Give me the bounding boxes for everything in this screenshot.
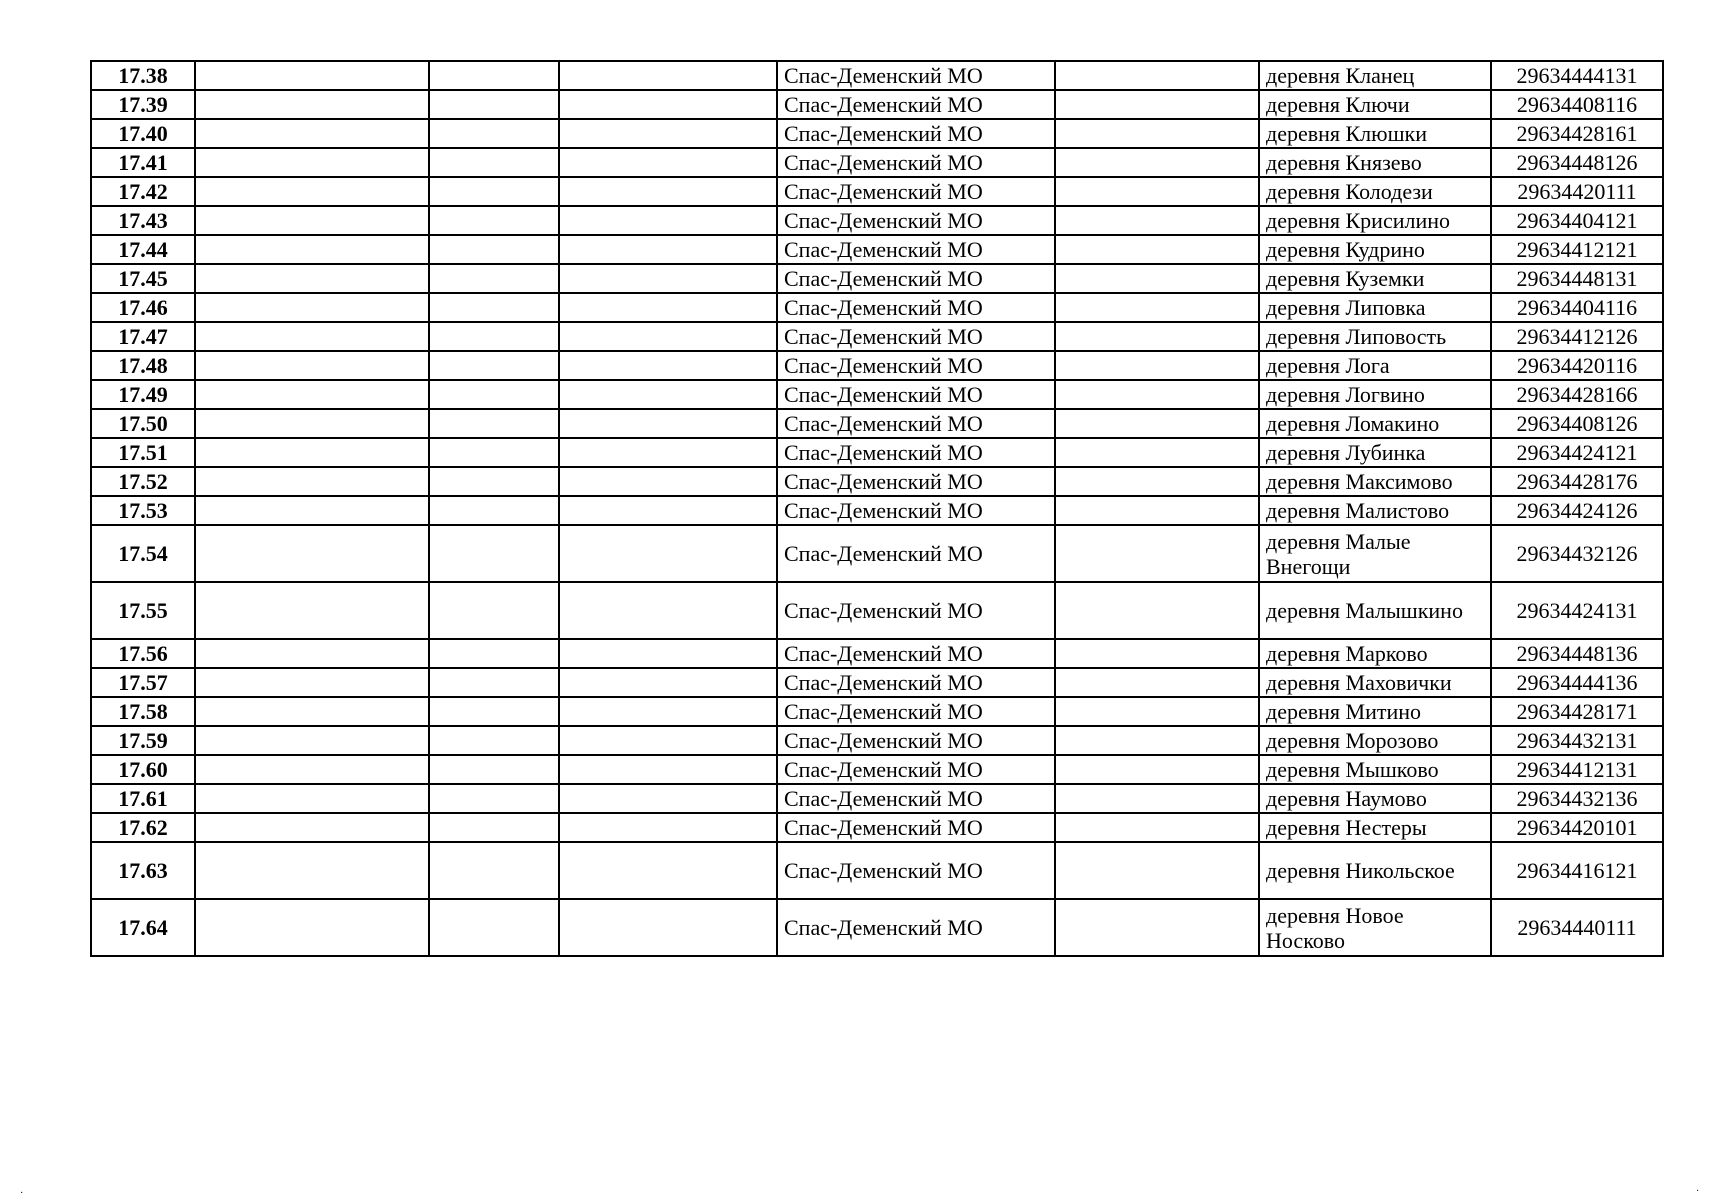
settlement-name-cell: деревня Морозово	[1259, 726, 1491, 755]
settlement-name-cell: деревня Малышкино	[1259, 582, 1491, 639]
settlement-name-cell: деревня Малые Внегощи	[1259, 525, 1491, 582]
oktmo-code-cell: 29634408126	[1491, 409, 1663, 438]
empty-cell	[559, 582, 777, 639]
empty-cell	[429, 293, 559, 322]
municipality-cell: Спас-Деменский МО	[777, 90, 1055, 119]
oktmo-code-cell: 29634432136	[1491, 784, 1663, 813]
settlement-name-cell: деревня Клюшки	[1259, 119, 1491, 148]
empty-cell	[1055, 784, 1259, 813]
municipality-cell: Спас-Деменский МО	[777, 899, 1055, 956]
municipality-cell: Спас-Деменский МО	[777, 467, 1055, 496]
settlement-name-cell: деревня Мышково	[1259, 755, 1491, 784]
empty-cell	[559, 380, 777, 409]
oktmo-code-cell: 29634412121	[1491, 235, 1663, 264]
empty-cell	[429, 525, 559, 582]
empty-cell	[429, 206, 559, 235]
empty-cell	[559, 784, 777, 813]
empty-cell	[429, 726, 559, 755]
empty-cell	[559, 755, 777, 784]
row-number-cell: 17.42	[91, 177, 195, 206]
empty-cell	[1055, 380, 1259, 409]
table-row	[91, 177, 1663, 206]
empty-cell	[1055, 842, 1259, 899]
empty-cell	[195, 148, 429, 177]
empty-cell	[559, 467, 777, 496]
settlement-name-cell: деревня Нестеры	[1259, 813, 1491, 842]
row-number-cell: 17.43	[91, 206, 195, 235]
empty-cell	[429, 148, 559, 177]
municipality-cell: Спас-Деменский МО	[777, 755, 1055, 784]
empty-cell	[195, 119, 429, 148]
empty-cell	[429, 322, 559, 351]
municipality-cell: Спас-Деменский МО	[777, 380, 1055, 409]
row-number-cell: 17.62	[91, 813, 195, 842]
empty-cell	[429, 351, 559, 380]
oktmo-code-cell: 29634404121	[1491, 206, 1663, 235]
empty-cell	[429, 813, 559, 842]
empty-cell	[559, 206, 777, 235]
empty-cell	[559, 322, 777, 351]
table-row	[91, 668, 1663, 697]
empty-cell	[559, 813, 777, 842]
empty-cell	[559, 496, 777, 525]
oktmo-code-cell: 29634412126	[1491, 322, 1663, 351]
empty-cell	[559, 639, 777, 668]
empty-cell	[559, 525, 777, 582]
table-row	[91, 264, 1663, 293]
row-number-cell: 17.63	[91, 842, 195, 899]
empty-cell	[195, 322, 429, 351]
municipality-cell: Спас-Деменский МО	[777, 206, 1055, 235]
municipality-cell: Спас-Деменский МО	[777, 235, 1055, 264]
oktmo-code-cell: 29634432126	[1491, 525, 1663, 582]
oktmo-code-cell: 29634428176	[1491, 467, 1663, 496]
municipality-cell: Спас-Деменский МО	[777, 438, 1055, 467]
empty-cell	[1055, 148, 1259, 177]
table-row	[91, 322, 1663, 351]
empty-cell	[1055, 582, 1259, 639]
oktmo-code-cell: 29634424121	[1491, 438, 1663, 467]
oktmo-code-cell: 29634444136	[1491, 668, 1663, 697]
table-row	[91, 697, 1663, 726]
empty-cell	[195, 206, 429, 235]
table-row	[91, 351, 1663, 380]
table-row	[91, 380, 1663, 409]
settlement-name-cell: деревня Кланец	[1259, 61, 1491, 90]
table-row	[91, 899, 1663, 956]
row-number-cell: 17.52	[91, 467, 195, 496]
empty-cell	[429, 784, 559, 813]
oktmo-code-cell: 29634404116	[1491, 293, 1663, 322]
table-row	[91, 813, 1663, 842]
table-row	[91, 755, 1663, 784]
empty-cell	[195, 467, 429, 496]
empty-cell	[429, 264, 559, 293]
empty-cell	[195, 582, 429, 639]
table-row	[91, 842, 1663, 899]
settlement-name-cell: деревня Марково	[1259, 639, 1491, 668]
empty-cell	[429, 496, 559, 525]
row-number-cell: 17.50	[91, 409, 195, 438]
scan-mark-left: ·	[20, 1188, 24, 1199]
oktmo-code-cell: 29634420101	[1491, 813, 1663, 842]
municipality-cell: Спас-Деменский МО	[777, 668, 1055, 697]
oktmo-code-cell: 29634448126	[1491, 148, 1663, 177]
municipality-cell: Спас-Деменский МО	[777, 61, 1055, 90]
table-row	[91, 61, 1663, 90]
row-number-cell: 17.58	[91, 697, 195, 726]
table-row	[91, 206, 1663, 235]
settlement-name-cell: деревня Ключи	[1259, 90, 1491, 119]
empty-cell	[559, 90, 777, 119]
settlement-name-cell: деревня Маховички	[1259, 668, 1491, 697]
empty-cell	[195, 525, 429, 582]
settlement-name-cell: деревня Наумово	[1259, 784, 1491, 813]
empty-cell	[195, 842, 429, 899]
empty-cell	[559, 177, 777, 206]
table-row	[91, 496, 1663, 525]
row-number-cell: 17.44	[91, 235, 195, 264]
empty-cell	[559, 899, 777, 956]
municipality-cell: Спас-Деменский МО	[777, 148, 1055, 177]
empty-cell	[195, 813, 429, 842]
oktmo-code-cell: 29634428171	[1491, 697, 1663, 726]
empty-cell	[1055, 496, 1259, 525]
table-row	[91, 90, 1663, 119]
row-number-cell: 17.56	[91, 639, 195, 668]
oktmo-code-cell: 29634424131	[1491, 582, 1663, 639]
empty-cell	[559, 697, 777, 726]
empty-cell	[559, 148, 777, 177]
settlement-name-cell: деревня Лубинка	[1259, 438, 1491, 467]
settlement-name-cell: деревня Кудрино	[1259, 235, 1491, 264]
empty-cell	[195, 380, 429, 409]
empty-cell	[195, 177, 429, 206]
row-number-cell: 17.47	[91, 322, 195, 351]
empty-cell	[195, 639, 429, 668]
settlement-name-cell: деревня Князево	[1259, 148, 1491, 177]
row-number-cell: 17.53	[91, 496, 195, 525]
empty-cell	[559, 293, 777, 322]
empty-cell	[195, 293, 429, 322]
settlement-name-cell: деревня Ломакино	[1259, 409, 1491, 438]
empty-cell	[1055, 726, 1259, 755]
oktmo-code-cell: 29634444131	[1491, 61, 1663, 90]
settlement-name-cell: деревня Логвино	[1259, 380, 1491, 409]
row-number-cell: 17.54	[91, 525, 195, 582]
municipality-cell: Спас-Деменский МО	[777, 726, 1055, 755]
municipality-cell: Спас-Деменский МО	[777, 496, 1055, 525]
settlement-name-cell: деревня Липовость	[1259, 322, 1491, 351]
settlement-name-cell: деревня Малистово	[1259, 496, 1491, 525]
empty-cell	[559, 235, 777, 264]
empty-cell	[1055, 639, 1259, 668]
empty-cell	[429, 697, 559, 726]
empty-cell	[1055, 813, 1259, 842]
municipality-cell: Спас-Деменский МО	[777, 264, 1055, 293]
row-number-cell: 17.49	[91, 380, 195, 409]
empty-cell	[195, 264, 429, 293]
empty-cell	[1055, 90, 1259, 119]
empty-cell	[429, 582, 559, 639]
empty-cell	[1055, 264, 1259, 293]
municipality-cell: Спас-Деменский МО	[777, 813, 1055, 842]
empty-cell	[195, 726, 429, 755]
empty-cell	[429, 668, 559, 697]
municipality-cell: Спас-Деменский МО	[777, 409, 1055, 438]
settlement-name-cell: деревня Никольское	[1259, 842, 1491, 899]
empty-cell	[1055, 899, 1259, 956]
table-row	[91, 293, 1663, 322]
municipality-cell: Спас-Деменский МО	[777, 582, 1055, 639]
empty-cell	[1055, 438, 1259, 467]
empty-cell	[559, 409, 777, 438]
row-number-cell: 17.57	[91, 668, 195, 697]
empty-cell	[195, 496, 429, 525]
municipality-cell: Спас-Деменский МО	[777, 525, 1055, 582]
empty-cell	[1055, 697, 1259, 726]
oktmo-code-cell: 29634440111	[1491, 899, 1663, 956]
row-number-cell: 17.48	[91, 351, 195, 380]
empty-cell	[429, 119, 559, 148]
oktmo-code-cell: 29634420116	[1491, 351, 1663, 380]
row-number-cell: 17.39	[91, 90, 195, 119]
municipality-cell: Спас-Деменский МО	[777, 784, 1055, 813]
empty-cell	[195, 697, 429, 726]
table-row	[91, 409, 1663, 438]
table-row	[91, 148, 1663, 177]
empty-cell	[559, 668, 777, 697]
oktmo-code-cell: 29634412131	[1491, 755, 1663, 784]
empty-cell	[195, 899, 429, 956]
row-number-cell: 17.64	[91, 899, 195, 956]
empty-cell	[195, 755, 429, 784]
table-row	[91, 119, 1663, 148]
oktmo-code-cell: 29634448136	[1491, 639, 1663, 668]
empty-cell	[1055, 61, 1259, 90]
empty-cell	[429, 177, 559, 206]
municipality-cell: Спас-Деменский МО	[777, 351, 1055, 380]
oktmo-code-cell: 29634420111	[1491, 177, 1663, 206]
empty-cell	[195, 784, 429, 813]
settlement-name-cell: деревня Куземки	[1259, 264, 1491, 293]
empty-cell	[1055, 206, 1259, 235]
table-row	[91, 726, 1663, 755]
empty-cell	[1055, 351, 1259, 380]
municipality-cell: Спас-Деменский МО	[777, 639, 1055, 668]
settlement-name-cell: деревня Колодези	[1259, 177, 1491, 206]
settlements-table	[90, 60, 1664, 957]
empty-cell	[195, 668, 429, 697]
empty-cell	[195, 351, 429, 380]
row-number-cell: 17.55	[91, 582, 195, 639]
municipality-cell: Спас-Деменский МО	[777, 293, 1055, 322]
empty-cell	[559, 351, 777, 380]
oktmo-code-cell: 29634416121	[1491, 842, 1663, 899]
empty-cell	[429, 438, 559, 467]
row-number-cell: 17.45	[91, 264, 195, 293]
municipality-cell: Спас-Деменский МО	[777, 177, 1055, 206]
empty-cell	[1055, 293, 1259, 322]
empty-cell	[195, 61, 429, 90]
settlement-name-cell: деревня Лога	[1259, 351, 1491, 380]
oktmo-code-cell: 29634424126	[1491, 496, 1663, 525]
scan-mark-right: ·	[1696, 1186, 1700, 1197]
empty-cell	[1055, 525, 1259, 582]
empty-cell	[429, 467, 559, 496]
settlement-name-cell: деревня Новое Носково	[1259, 899, 1491, 956]
settlement-name-cell: деревня Липовка	[1259, 293, 1491, 322]
empty-cell	[1055, 755, 1259, 784]
municipality-cell: Спас-Деменский МО	[777, 697, 1055, 726]
row-number-cell: 17.38	[91, 61, 195, 90]
table-row	[91, 639, 1663, 668]
table-body	[91, 61, 1663, 956]
empty-cell	[429, 61, 559, 90]
settlement-name-cell: деревня Митино	[1259, 697, 1491, 726]
oktmo-code-cell: 29634408116	[1491, 90, 1663, 119]
empty-cell	[429, 639, 559, 668]
empty-cell	[559, 119, 777, 148]
empty-cell	[1055, 467, 1259, 496]
empty-cell	[559, 842, 777, 899]
row-number-cell: 17.46	[91, 293, 195, 322]
empty-cell	[195, 235, 429, 264]
table-row	[91, 582, 1663, 639]
oktmo-code-cell: 29634432131	[1491, 726, 1663, 755]
empty-cell	[429, 380, 559, 409]
empty-cell	[1055, 668, 1259, 697]
empty-cell	[195, 90, 429, 119]
row-number-cell: 17.51	[91, 438, 195, 467]
empty-cell	[195, 438, 429, 467]
row-number-cell: 17.40	[91, 119, 195, 148]
settlement-name-cell: деревня Максимово	[1259, 467, 1491, 496]
table-row	[91, 467, 1663, 496]
empty-cell	[559, 61, 777, 90]
empty-cell	[1055, 235, 1259, 264]
row-number-cell: 17.59	[91, 726, 195, 755]
row-number-cell: 17.61	[91, 784, 195, 813]
oktmo-code-cell: 29634448131	[1491, 264, 1663, 293]
empty-cell	[429, 899, 559, 956]
row-number-cell: 17.60	[91, 755, 195, 784]
empty-cell	[559, 726, 777, 755]
table-row	[91, 438, 1663, 467]
municipality-cell: Спас-Деменский МО	[777, 322, 1055, 351]
empty-cell	[1055, 322, 1259, 351]
empty-cell	[429, 755, 559, 784]
settlement-name-cell: деревня Крисилино	[1259, 206, 1491, 235]
empty-cell	[559, 438, 777, 467]
empty-cell	[1055, 409, 1259, 438]
municipality-cell: Спас-Деменский МО	[777, 119, 1055, 148]
municipality-cell: Спас-Деменский МО	[777, 842, 1055, 899]
empty-cell	[429, 90, 559, 119]
oktmo-code-cell: 29634428166	[1491, 380, 1663, 409]
row-number-cell: 17.41	[91, 148, 195, 177]
empty-cell	[1055, 119, 1259, 148]
empty-cell	[559, 264, 777, 293]
empty-cell	[429, 409, 559, 438]
empty-cell	[429, 842, 559, 899]
table-row	[91, 235, 1663, 264]
oktmo-code-cell: 29634428161	[1491, 119, 1663, 148]
empty-cell	[195, 409, 429, 438]
empty-cell	[429, 235, 559, 264]
table-row	[91, 525, 1663, 582]
empty-cell	[1055, 177, 1259, 206]
table-row	[91, 784, 1663, 813]
